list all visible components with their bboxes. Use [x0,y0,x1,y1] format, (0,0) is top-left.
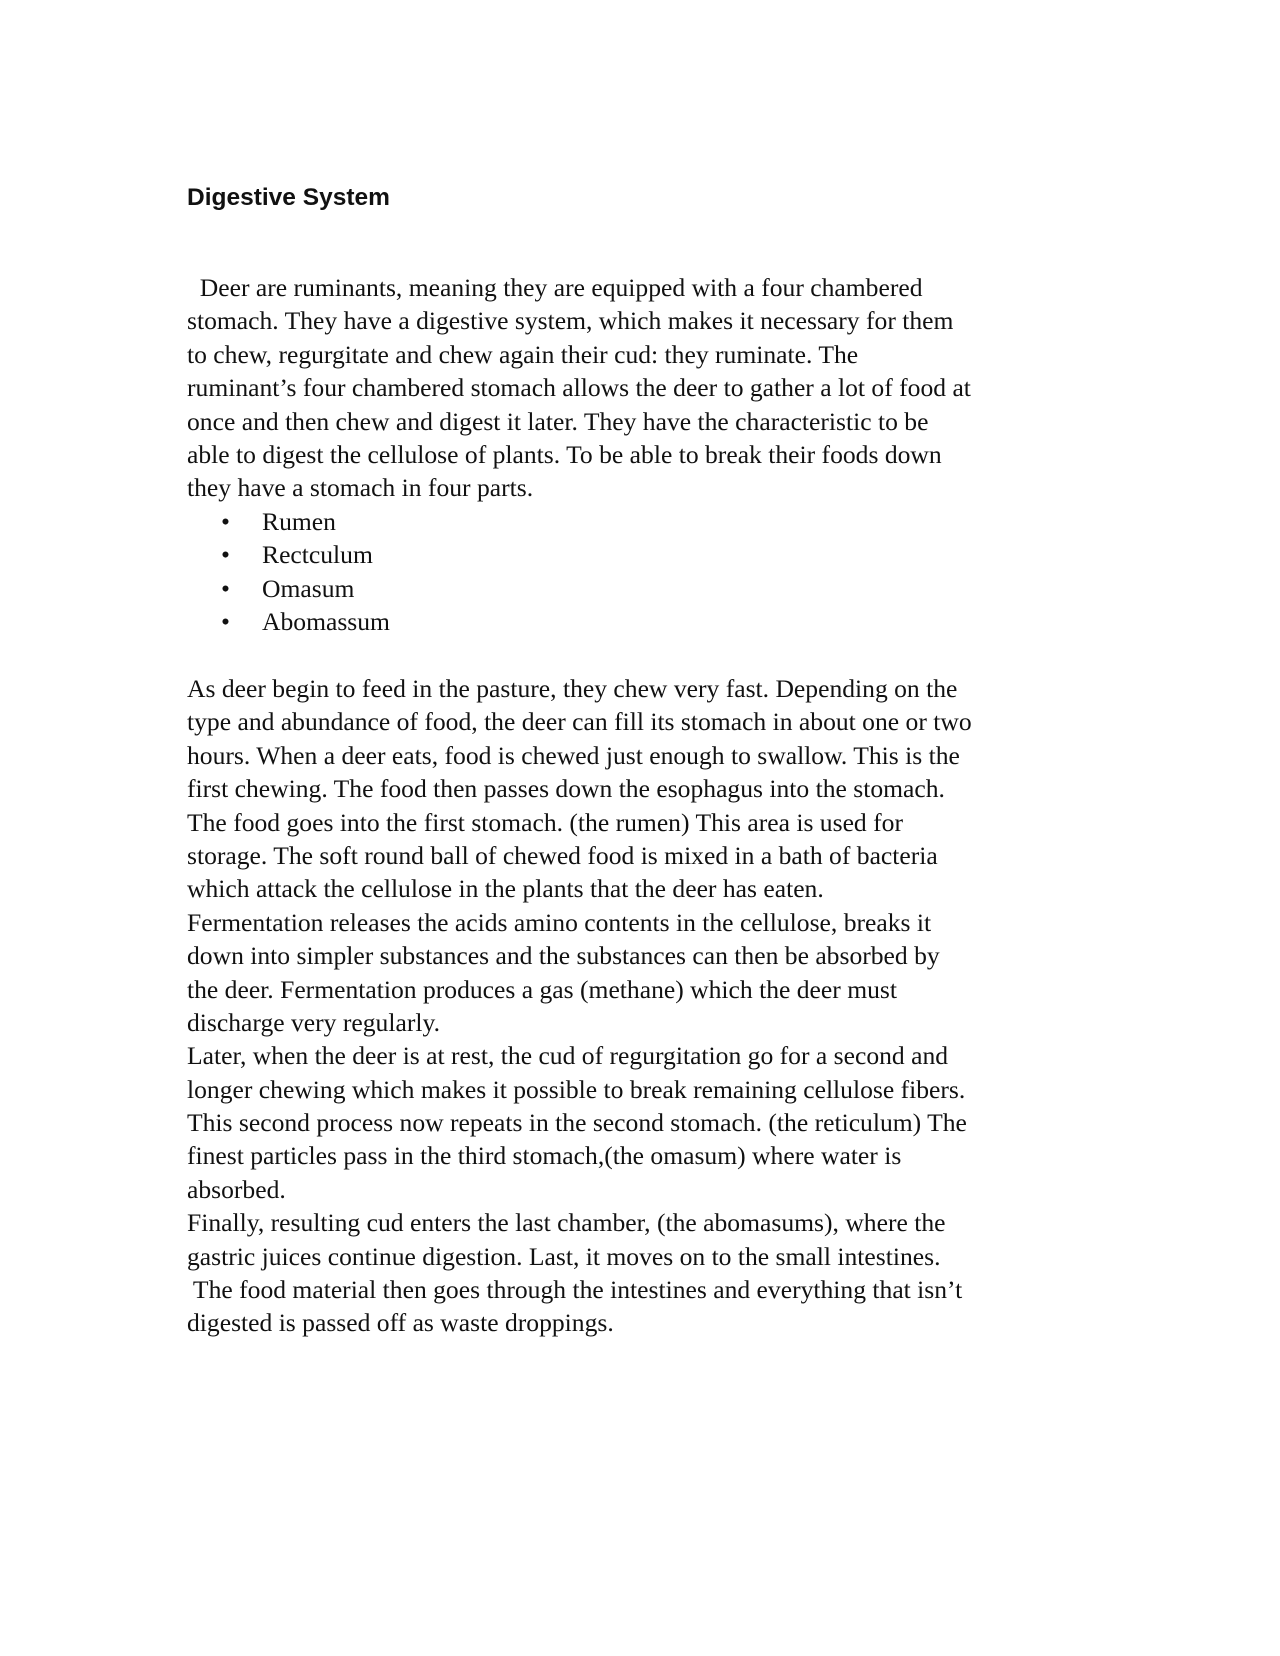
text-line: finest particles pass in the third stomach,(the omasum) where water is [187,1141,902,1171]
text-line: storage. The soft round ball of chewed food is mixed in a bath of bacteria [187,840,938,870]
page-title: Digestive System [187,184,390,211]
intro-paragraph [187,271,971,505]
text-line: type and abundance of food, the deer can fill its stomach in about one or two [187,707,972,737]
list-item-label: Abomassum [262,607,390,637]
text-line: they have a stomach in four parts. [187,473,534,503]
text-line: discharge very regularly. [187,1007,440,1037]
text-line: Finally, resulting cud enters the last chamber, (the abomasums), where the [187,1208,946,1238]
text-line: first chewing. The food then passes down the esophagus into the stomach. [187,774,945,804]
text-line: As deer begin to feed in the pasture, they chew very fast. Depending on the [187,674,958,703]
text-line: Fermentation releases the acids amino contents in the cellulose, breaks it [187,907,932,937]
text-line: The food goes into the first stomach. (the rumen) This area is used for [187,807,903,837]
list-item-label: Rectculum [262,540,373,570]
text-line: The food material then goes through the intestines and everything that isn’t [187,1275,963,1305]
text-line: stomach. They have a digestive system, which makes it necessary for them [187,306,954,336]
text-line: able to digest the cellulose of plants. To be able to break their foods down [187,439,942,469]
text-line: which attack the cellulose in the plants that the deer has eaten. [187,874,824,904]
text-line: longer chewing which makes it possible to break remaining cellulose fibers. [187,1074,966,1104]
text-line: hours. When a deer eats, food is chewed just enough to swallow. This is the [187,740,960,770]
text-line: Deer are ruminants, meaning they are equipped with a four chambered [187,273,923,302]
text-line: gastric juices continue digestion. Last, it moves on to the small intestines. [187,1241,941,1271]
text-line: ruminant’s four chambered stomach allows the deer to gather a lot of food at [187,373,971,403]
text-line: This second process now repeats in the second stomach. (the reticulum) The [187,1108,967,1138]
bullet-icon: • [221,540,230,570]
bullet-icon: • [221,607,230,637]
list-item [187,538,390,571]
list-item [187,572,390,605]
text-line: the deer. Fermentation produces a gas (methane) which the deer must [187,974,897,1004]
text-line: Later, when the deer is at rest, the cud of regurgitation go for a second and [187,1041,949,1071]
text-line: down into simpler substances and the substances can then be absorbed by [187,941,940,971]
text-line: to chew, regurgitate and chew again their cud: they ruminate. The [187,339,859,369]
list-item [187,605,390,638]
list-item-label: Omasum [262,573,355,603]
text-line: digested is passed off as waste droppings. [187,1308,614,1338]
text-line: absorbed. [187,1174,286,1204]
text-line: once and then chew and digest it later. They have the characteristic to be [187,406,929,436]
bullet-icon: • [221,507,230,536]
bullet-icon: • [221,573,230,603]
digestion-process-paragraphs [187,672,972,1340]
list-item [187,505,390,538]
stomach-parts-list [187,505,390,639]
list-item-label: Rumen [262,507,336,536]
